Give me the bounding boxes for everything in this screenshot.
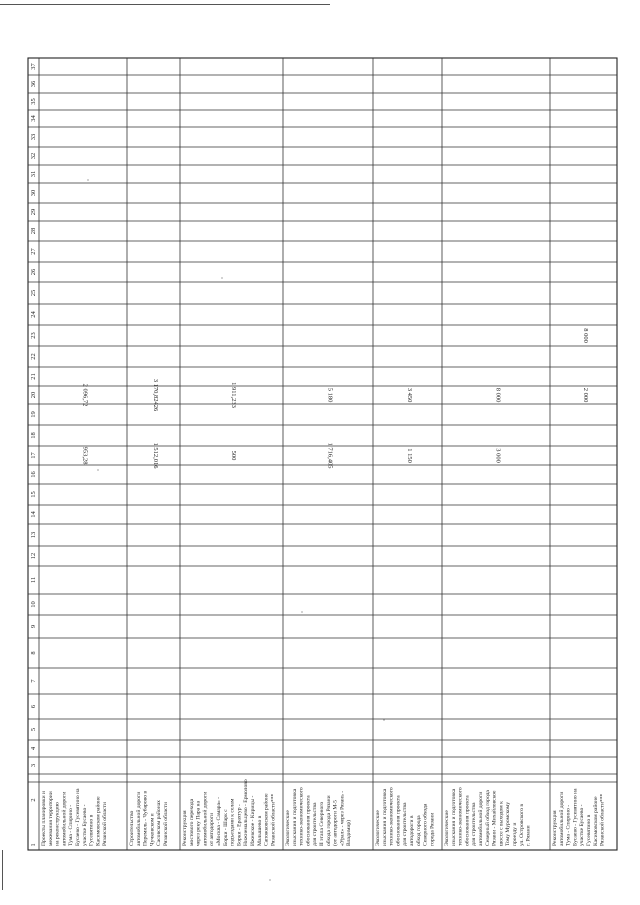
scan-speck [383,719,384,720]
row-description-line: автомобильной дороги [61,791,68,846]
value-col-17: 1 512,016 [152,442,160,469]
row-description-line: Рязанской области [102,802,109,846]
column-number: 25 [29,289,37,297]
row-description-line: технико-экономического [298,787,305,846]
column-number: 20 [29,391,37,399]
row-description-line: автодороги в [409,815,415,846]
column-number: 3 [29,763,37,768]
row-description-line: автомобильной дороги [135,791,142,846]
scan-speck [97,469,98,470]
row-description-line: технико-экономического [457,787,464,846]
row-description-line: для строительства [312,802,319,846]
value-col-20: 2 000 [582,387,590,403]
column-number: 17 [29,452,37,459]
row-description-line: Борки - Шарк с [222,809,229,846]
scan-speck [301,611,302,612]
column-number: 28 [29,227,37,235]
column-number: 4 [29,746,37,751]
row-description-line: обоснования проекта [464,795,471,846]
column-number: 13 [29,531,37,539]
row-description-line: Нижнемальцево - Ермолово [243,779,250,846]
value-col-20: 8 000 [494,387,502,403]
row-description-line: Малышево в [256,815,263,846]
column-number: 23 [29,332,37,339]
column-number: 9 [29,624,37,629]
column-number: 34 [29,115,37,122]
row-description-line: участке Бусаево - [579,804,586,846]
row-description-line: для строительства [402,802,409,846]
row-description-line: Северного обхода [422,803,429,846]
column-number: 19 [29,411,37,418]
value-col-20: 3 170,82426 [152,378,160,412]
row-description-line: ул. Островского в [518,803,525,846]
row-description-line: Гусевятино в [88,814,95,846]
row-description-line: Тума - Спирино - [565,804,572,846]
column-number: 31 [29,170,37,178]
column-number: 22 [29,353,37,360]
column-number: 36 [29,80,37,88]
row-description-line: от автодороги [209,812,216,846]
row-description-line: «Москва - Самара» - [216,796,222,846]
column-number: 21 [29,373,37,380]
column-number: 5 [29,727,37,732]
row-description-line: г. Рязани [525,825,532,846]
row-description-line: проезду и [512,822,518,846]
row-description-line: II этапа Северного [319,801,325,846]
row-description-line: на реконструкцию [54,802,61,846]
row-description-line: Ижевское - Кирицы - [250,795,256,846]
row-description-line: Борки - Ерахтур - [236,804,243,846]
value-col-17: 953,28 [81,446,89,465]
column-number: 14 [29,511,37,518]
column-number: 26 [29,268,37,276]
column-number: 33 [29,133,37,141]
row-description-line: (от автодороги М-5 [332,800,339,846]
column-number: 18 [29,432,37,439]
row-description-line: подъездами к селам [229,798,236,846]
row-description-line: Проекты планировки и [41,790,47,846]
value-col-17: 1 150 [406,448,414,463]
row-description-line: Чучковском и [149,813,156,846]
scan-speck [221,277,222,278]
row-description-line: Тума - Спирино - [68,804,75,846]
row-description-line: Тому Муромскому [505,801,512,846]
row-description-line: Бусаево - Гусевятино на [75,788,81,846]
row-description-line: Реконструкция [182,810,188,846]
row-description-line: обхода города Рязани [325,795,332,846]
column-number: 30 [29,189,37,197]
row-description-line: Рязанской области [163,802,169,846]
row-description-line: автомобильной дороги [558,791,565,846]
row-description-line: «Урал» - через Рязань - [339,790,346,846]
value-col-17: 1 716,405 [326,442,334,469]
column-number: 37 [29,63,37,70]
row-description-line: изыскания и подготовка [450,788,457,846]
row-description-line: Владимир) [346,819,353,846]
column-number: 29 [29,208,37,216]
row-description-line: изыскания и подготовка [381,788,388,846]
row-description-line: обход города [415,815,422,846]
row-description-line: Касимовском районе [592,796,599,846]
row-description-line: технико-экономического [388,787,395,846]
table-border [28,58,617,850]
scan-speck [269,879,270,880]
value-col-20: 3 450 [406,387,414,403]
row-description-line: Перемиль - Чубарово в [142,790,149,846]
column-number: 32 [29,152,37,160]
column-number: 11 [29,576,37,584]
row-description-line: Строительство [129,810,135,846]
row-description-line: через реку Пара на [195,800,202,846]
column-number: 10 [29,601,37,608]
value-col-20: 1 911,233 [230,382,238,408]
value-col-20: 5 180 [326,387,334,403]
row-description-line: Реконструкция [552,810,558,846]
column-number: 24 [29,311,37,318]
row-description-line: города Рязани [429,812,436,846]
row-description-line: Северный обход города [484,790,491,846]
value-col-17: 3 000 [494,448,502,463]
row-description-line: Рязанской области*** [270,793,277,846]
row-description-line: Экологические [285,810,291,846]
row-description-line: Рязанской области*** [599,793,606,846]
row-description-line: Гусевятино в [586,814,592,846]
value-col-20: 2 096,72 [81,383,89,407]
row-description-line: межевания территории [47,791,54,846]
row-description-line: автомобильной дороги [478,791,484,846]
column-number: 35 [29,98,37,105]
row-description-line: автомобильной дороги [202,791,209,846]
scan-speck [87,179,88,180]
row-description-line: участке Бусаево - [81,804,88,846]
column-number: 16 [29,471,37,478]
scan-speck [179,844,180,845]
column-number: 27 [29,248,37,255]
row-description-line: обоснования проекта [305,795,312,846]
column-number: 8 [29,651,37,655]
row-description-line: Сапожковском районе [263,793,270,846]
column-number: 2 [29,798,37,802]
row-description-line: Сасовском районах [156,800,163,846]
row-description-line: Экологические [375,810,381,846]
row-description-line: Экологические [444,810,450,846]
row-description-line: Бусаево - Гусевятино на [572,788,579,846]
column-number: 7 [29,679,37,683]
column-number: 6 [29,704,37,709]
column-number: 12 [29,552,37,560]
row-description-line: обоснования проекта [395,795,402,846]
column-number: 15 [29,491,37,498]
row-description-line: Касимовском районе [95,796,102,846]
row-description-line: мостового перехода [188,798,195,846]
value-col-23: 8 000 [582,328,590,343]
row-description-line: Рязани - Михайловское [491,790,498,846]
row-description-line: изыскания и подготовка [291,788,298,846]
row-description-line: для строительства [471,802,478,846]
column-number: 1 [29,843,37,847]
value-col-17: 500 [230,450,238,461]
row-description-line: шоссе с выходом к [498,801,505,846]
